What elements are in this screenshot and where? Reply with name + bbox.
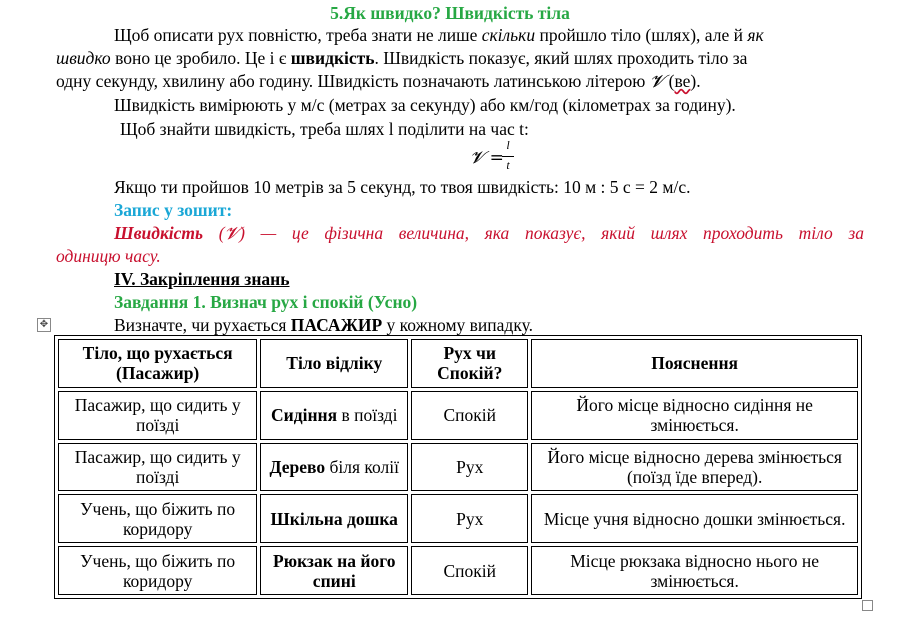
- paragraph-intro-line3: одну секунду, хвилину або годину. Швидкість позначають латинською літерою 𝓥 (ве).: [56, 71, 701, 92]
- section-heading: IV. Закріплення знань: [114, 269, 290, 289]
- lesson-title: 5.Як швидко? Швидкість тіла: [330, 3, 570, 23]
- move-handle-icon[interactable]: ✥: [37, 318, 51, 332]
- speed-formula: [470, 138, 530, 176]
- paragraph-intro-line1: Щоб описати рух повністю, треба знати не лише скільки пройшло тіло (шлях), але й як: [114, 25, 764, 45]
- definition-line1: Швидкість (𝓥) — це фізична величина, яка показує, який шлях проходить тіло за: [114, 223, 864, 243]
- table-header-row: [58, 339, 858, 388]
- motion-table: [54, 335, 862, 599]
- cell-state: Спокій: [411, 546, 528, 595]
- cell-state: Спокій: [411, 391, 528, 440]
- table-row: [58, 443, 858, 492]
- cell-moving-body: Пасажир, що сидить у поїзді: [58, 443, 257, 492]
- cell-moving-body: Учень, що біжить по коридору: [58, 494, 257, 543]
- paragraph-formula-intro: Щоб знайти швидкість, треба шлях l поділити на час t:: [120, 119, 529, 139]
- table-resize-handle-icon[interactable]: [862, 600, 873, 611]
- cell-moving-body: Учень, що біжить по коридору: [58, 546, 257, 595]
- cell-reference-body: Дерево біля колії: [260, 443, 408, 492]
- task-heading: Завдання 1. Визнач рух і спокій (Усно): [114, 292, 418, 312]
- task-prompt: Визначте, чи рухається ПАСАЖИР у кожному випадку.: [114, 315, 533, 335]
- cell-explanation: Місце учня відносно дошки змінюється.: [531, 494, 858, 543]
- cell-explanation: Його місце відносно дерева змінюється (поїзд їде вперед).: [531, 443, 858, 492]
- cell-moving-body: Пасажир, що сидить у поїзді: [58, 391, 257, 440]
- cell-state: Рух: [411, 494, 528, 543]
- cell-state: Рух: [411, 443, 528, 492]
- fraction-bar: [502, 156, 514, 157]
- table-row: [58, 494, 858, 543]
- paragraph-units: Швидкість вимірюють у м/с (метрах за секунду) або км/год (кілометрах за годину).: [114, 95, 736, 115]
- header-explanation: Пояснення: [531, 339, 858, 388]
- table-row: [58, 546, 858, 595]
- formula-denominator: t: [506, 158, 510, 172]
- cell-reference-body: Шкільна дошка: [260, 494, 408, 543]
- header-moving-body: Тіло, що рухається (Пасажир): [58, 339, 257, 388]
- cell-explanation: Місце рюкзака відносно нього не змінюється.: [531, 546, 858, 595]
- cell-reference-body: Сидіння в поїзді: [260, 391, 408, 440]
- cell-reference-body: Рюкзак на його спині: [260, 546, 408, 595]
- header-motion-or-rest: Рух чи Спокій?: [411, 339, 528, 388]
- paragraph-intro-line2: швидко воно це зробило. Це і є швидкість. Швидкість показує, який шлях проходить тіло за: [56, 48, 748, 68]
- formula-lhs: 𝓥 =: [470, 148, 504, 168]
- definition-line2: одиницю часу.: [56, 246, 161, 266]
- paragraph-example: Якщо ти пройшов 10 метрів за 5 секунд, то твоя швидкість: 10 м : 5 с = 2 м/с.: [114, 177, 691, 197]
- formula-numerator: l: [506, 138, 510, 152]
- table-row: [58, 391, 858, 440]
- header-reference-body: Тіло відліку: [260, 339, 408, 388]
- notebook-label: Запис у зошит:: [114, 200, 233, 220]
- cell-explanation: Його місце відносно сидіння не змінюється.: [531, 391, 858, 440]
